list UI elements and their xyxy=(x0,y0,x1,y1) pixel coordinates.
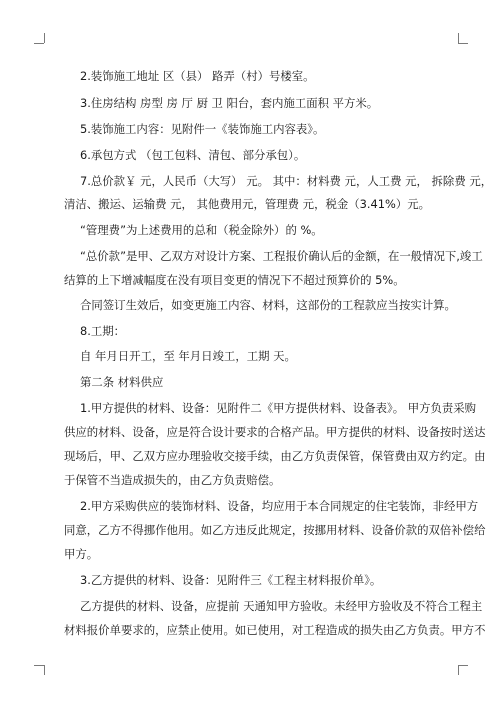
paragraph-house-structure xyxy=(80,96,462,111)
text-line: 7.总价款￥ 元，人民币（大写） 元。 其中：材料费 元，人工费 元， 拆除费 元， xyxy=(80,174,493,188)
paragraph-party-b-materials xyxy=(80,573,462,588)
text-line: 8.工期： xyxy=(80,324,126,338)
paragraph-total-price xyxy=(64,174,493,212)
text-line: 结算的上下增减幅度在没有项目变更的情况下不超过预算价的 5%。 xyxy=(64,273,405,287)
text-line: 自 年月日开工，至 年月日竣工，工期 天。 xyxy=(80,349,296,363)
paragraph-party-b-acceptance xyxy=(64,599,486,638)
paragraph-schedule xyxy=(80,349,462,364)
paragraph-total-price-definition xyxy=(64,249,483,288)
text-line: 供应的材料、设备，应是符合设计要求的合格产品。甲方提供的材料、设备按时送达 xyxy=(64,425,486,439)
text-line: 3.住房结构 房型 房 厅 厨 卫 阳台，套内施工面积 平方米。 xyxy=(80,96,379,110)
text-line: 现场后，甲、乙双方应办理验收交接手续，由乙方负责保管，保管费由双方约定。由 xyxy=(64,449,486,463)
text-line: 2.甲方采购供应的装饰材料、设备，均应用于本合同规定的住宅装饰，非经甲方 xyxy=(80,499,479,513)
paragraph-management-fee xyxy=(80,223,462,238)
section-heading-material-supply xyxy=(80,375,462,390)
text-line: 同意，乙方不得挪作他用。如乙方违反此规定，按挪用材料、设备价款的双倍补偿给 xyxy=(64,523,486,537)
text-line: 合同签订生效后，如变更施工内容、材料，这部份的工程款应当按实计算。 xyxy=(80,298,456,312)
paragraph-party-a-materials xyxy=(64,401,486,488)
text-line: 1.甲方提供的材料、设备：见附件二《甲方提供材料、设备表》。 甲方负责采购 xyxy=(80,401,477,415)
text-line: 2.装饰施工地址 区（县） 路弄（村）号楼室。 xyxy=(80,69,315,83)
text-line: 6.承包方式 （包工包料、清包、部分承包）。 xyxy=(80,148,306,162)
text-line: 5.装饰施工内容：见附件一《装饰施工内容表》。 xyxy=(80,122,325,136)
text-line: 材料报价单要求的，应禁止使用。如已使用，对工程造成的损失由乙方负责。甲方不 xyxy=(64,623,486,637)
paragraph-contract-method xyxy=(80,148,462,163)
text-line: “管理费”为上述费用的总和（税金除外）的 %。 xyxy=(80,223,323,237)
text-line: “总价款”是甲、乙双方对设计方案、工程报价确认后的金额，在一般情况下,竣工 xyxy=(80,249,483,263)
text-line: 清洁、搬运、运输费 元， 其他费用元，管理费 元，税金（3.41%）元。 xyxy=(64,197,430,211)
paragraph-party-a-purchase xyxy=(64,499,486,562)
text-line: 3.乙方提供的材料、设备：见附件三《工程主材料报价单》。 xyxy=(80,573,382,587)
text-line: 于保管不当造成损失的，由乙方负责赔偿。 xyxy=(64,473,281,487)
paragraph-construction-content xyxy=(80,122,462,137)
paragraph-schedule-heading xyxy=(80,324,462,339)
text-line: 甲方。 xyxy=(64,547,99,561)
paragraph-address xyxy=(80,69,462,84)
paragraph-contract-change xyxy=(80,298,462,313)
text-line: 乙方提供的材料、设备，应提前 天通知甲方验收。未经甲方验收及不符合工程主 xyxy=(80,599,483,613)
text-line: 第二条 材料供应 xyxy=(80,375,164,389)
